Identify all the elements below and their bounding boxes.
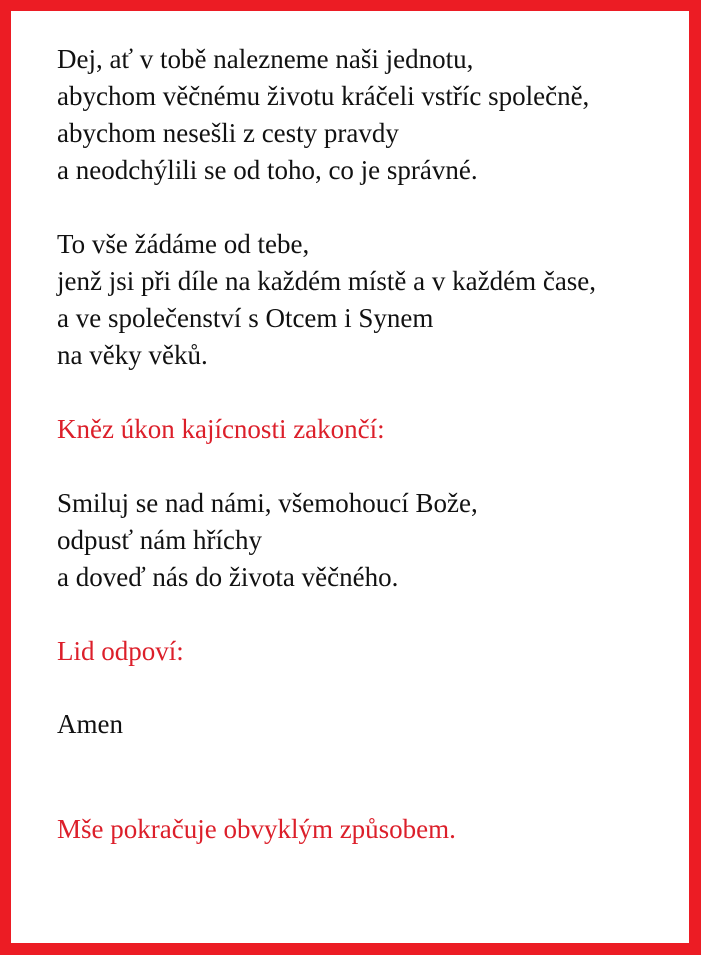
text-line: Smiluj se nad námi, všemohoucí Bože, — [57, 488, 478, 518]
text-line: abychom věčnému životu kráčeli vstříc společně, — [57, 81, 590, 111]
stanza-unity — [57, 41, 697, 189]
stanza-petition — [57, 226, 697, 374]
prayer-text — [57, 41, 697, 848]
text-line: a neodchýlili se od toho, co je správné. — [57, 155, 478, 185]
rubric-line: Kněz úkon kajícnosti zakončí: — [57, 414, 385, 444]
rubric-end — [57, 811, 697, 848]
text-line: To vše žádáme od tebe, — [57, 229, 310, 259]
rubric-priest — [57, 411, 697, 448]
people-response — [57, 706, 697, 743]
text-line: odpusť nám hříchy — [57, 525, 263, 555]
rubric-line: Mše pokračuje obvyklým způsobem. — [57, 814, 456, 844]
text-line: na věky věků. — [57, 340, 208, 370]
rubric-line: Lid odpoví: — [57, 636, 184, 666]
text-line: Dej, ať v tobě nalezneme naši jednotu, — [57, 44, 474, 74]
text-line: abychom nesešli z cesty pravdy — [57, 118, 399, 148]
text-line: jenž jsi při díle na každém místě a v každém čase, — [57, 266, 597, 296]
rubric-people — [57, 633, 697, 670]
text-line: a ve společenství s Otcem i Synem — [57, 303, 434, 333]
response-line: Amen — [57, 709, 123, 739]
text-line: a doveď nás do života věčného. — [57, 562, 399, 592]
stanza-absolution — [57, 485, 697, 596]
